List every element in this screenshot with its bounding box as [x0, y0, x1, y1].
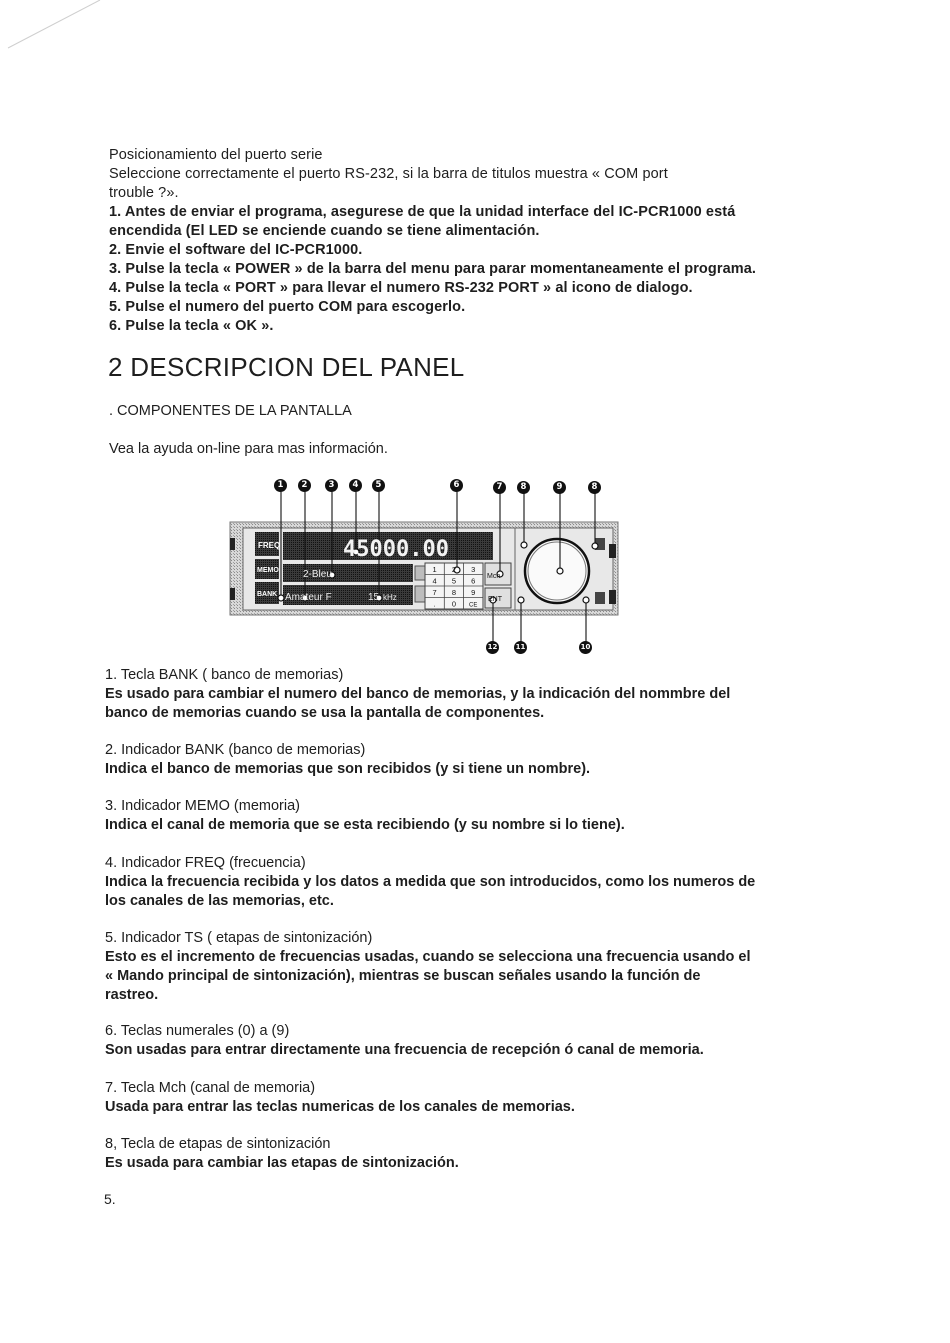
keypad-key-0: 0: [451, 599, 456, 609]
item-4: [105, 854, 845, 911]
bank-label: BANK: [257, 591, 278, 598]
memo-label: MEMO: [257, 567, 279, 574]
keypad-key-ce: CE: [469, 602, 478, 609]
item-2-desc-1: Indica el banco de memorias que son recibidos (y si tiene un nombre).: [105, 761, 591, 777]
callout-10: 10: [579, 641, 592, 654]
item-5-title: 5. Indicador TS ( etapas de sintonización): [105, 930, 373, 946]
serial-port-section: [109, 146, 849, 336]
serial-port-line-5: 2. Envie el software del IC-PCR1000.: [109, 242, 363, 258]
section-heading: 2 DESCRIPCION DEL PANEL: [108, 352, 465, 382]
mch-label: Mch: [487, 573, 501, 580]
item-6-title: 6. Teclas numerales (0) a (9): [105, 1023, 290, 1039]
serial-port-line-3: 1. Antes de enviar el programa, asegurese de que la unidad interface del IC-PCR1000 está: [109, 204, 736, 220]
callout-4: 4: [349, 479, 362, 492]
panel-figure: [225, 470, 625, 660]
keypad-key-7: 7: [432, 588, 437, 597]
item-5: [105, 929, 845, 1005]
callout-6: 6: [450, 479, 463, 492]
item-6-desc-1: Son usadas para entrar directamente una frecuencia de recepción ó canal de memoria.: [105, 1042, 704, 1058]
item-7: [105, 1079, 845, 1117]
bank-name: Amateur F: [285, 592, 332, 603]
keypad-key-8: 8: [451, 588, 456, 597]
item-1-title: 1. Tecla BANK ( banco de memorias): [105, 667, 344, 683]
item-7-title: 7. Tecla Mch (canal de memoria): [105, 1080, 316, 1096]
freq-label: FREQ: [258, 541, 281, 550]
callout-5: 5: [372, 479, 385, 492]
freq-display-value: 45000.00: [343, 537, 449, 562]
item-4-title: 4. Indicador FREQ (frecuencia): [105, 855, 306, 871]
item-8: [105, 1135, 845, 1173]
serial-port-line-8: 5. Pulse el numero del puerto COM para escogerlo.: [109, 299, 466, 315]
ts-value: 15: [368, 592, 380, 603]
item-5-desc-2: « Mando principal de sintonización), mientras se buscan señales usando la función de: [105, 968, 701, 984]
item-8-desc-1: Es usada para cambiar las etapas de sintonización.: [105, 1155, 459, 1171]
scan-artifact: [0, 0, 110, 60]
keypad-key-4: 4: [432, 576, 437, 586]
serial-port-title: Posicionamiento del puerto serie: [109, 147, 323, 163]
item-3: [105, 797, 845, 835]
callout-12: 12: [486, 641, 499, 654]
item-7-desc-1: Usada para entrar las teclas numericas de los canales de memorias.: [105, 1099, 575, 1115]
page-number: 5.: [104, 1191, 116, 1207]
keypad-key-3: 3: [471, 565, 476, 574]
callout-8: 8: [517, 481, 530, 494]
item-4-desc-1: Indica la frecuencia recibida y los datos a medida que son introducidos, como los numeros de: [105, 874, 756, 890]
serial-port-line-1: Seleccione correctamente el puerto RS-232, si la barra de titulos muestra « COM port: [109, 166, 668, 182]
serial-port-line-7: 4. Pulse la tecla « PORT » para llevar el numero RS-232 PORT » al icono de dialogo.: [109, 280, 693, 296]
keypad-key-1: 1: [432, 565, 437, 574]
item-1: [105, 666, 845, 723]
item-5-desc-1: Esto es el incremento de frecuencias usadas, cuando se selecciona una frecuencia usando el: [105, 949, 751, 965]
callout-8b: 8: [588, 481, 601, 494]
item-2: [105, 741, 845, 779]
keypad-key-2: 2: [451, 565, 456, 574]
item-2-title: 2. Indicador BANK (banco de memorias): [105, 742, 366, 758]
serial-port-line-9: 6. Pulse la tecla « OK ».: [109, 318, 274, 334]
section-subheading: . COMPONENTES DE LA PANTALLA: [109, 403, 352, 419]
item-4-desc-2: los canales de las memorias, etc.: [105, 893, 334, 909]
item-1-desc-2: banco de memorias cuando se usa la pantalla de componentes.: [105, 705, 545, 721]
serial-port-line-2: trouble ?».: [109, 185, 179, 201]
keypad-key-dot: .: [433, 599, 436, 609]
callout-2: 2: [298, 479, 311, 492]
item-3-desc-1: Indica el canal de memoria que se esta recibiendo (y su nombre si lo tiene).: [105, 817, 625, 833]
memo-name: 2-Bleu: [303, 569, 332, 580]
panel-diagram: [225, 470, 625, 660]
callout-3: 3: [325, 479, 338, 492]
ent-label: ENT: [488, 596, 502, 603]
item-6: [105, 1022, 845, 1060]
serial-port-line-6: 3. Pulse la tecla « POWER » de la barra del menu para parar momentaneamente el programa.: [109, 261, 757, 277]
item-3-title: 3. Indicador MEMO (memoria): [105, 798, 300, 814]
serial-port-line-4: encendida (El LED se enciende cuando se tiene alimentación.: [109, 223, 540, 239]
section-intro: Vea la ayuda on-line para mas información.: [109, 441, 388, 457]
item-5-desc-3: rastreo.: [105, 987, 159, 1003]
callout-1: 1: [274, 479, 287, 492]
keypad-key-5: 5: [451, 576, 456, 586]
callout-9: 9: [553, 481, 566, 494]
keypad-key-9: 9: [471, 588, 476, 597]
callout-11: 11: [514, 641, 527, 654]
ts-unit: kHz: [383, 593, 397, 602]
item-8-title: 8, Tecla de etapas de sintonización: [105, 1136, 331, 1152]
item-1-desc-1: Es usado para cambiar el numero del banco de memorias, y la indicación del nommbre del: [105, 686, 731, 702]
keypad-key-6: 6: [471, 576, 476, 586]
callout-7: 7: [493, 481, 506, 494]
